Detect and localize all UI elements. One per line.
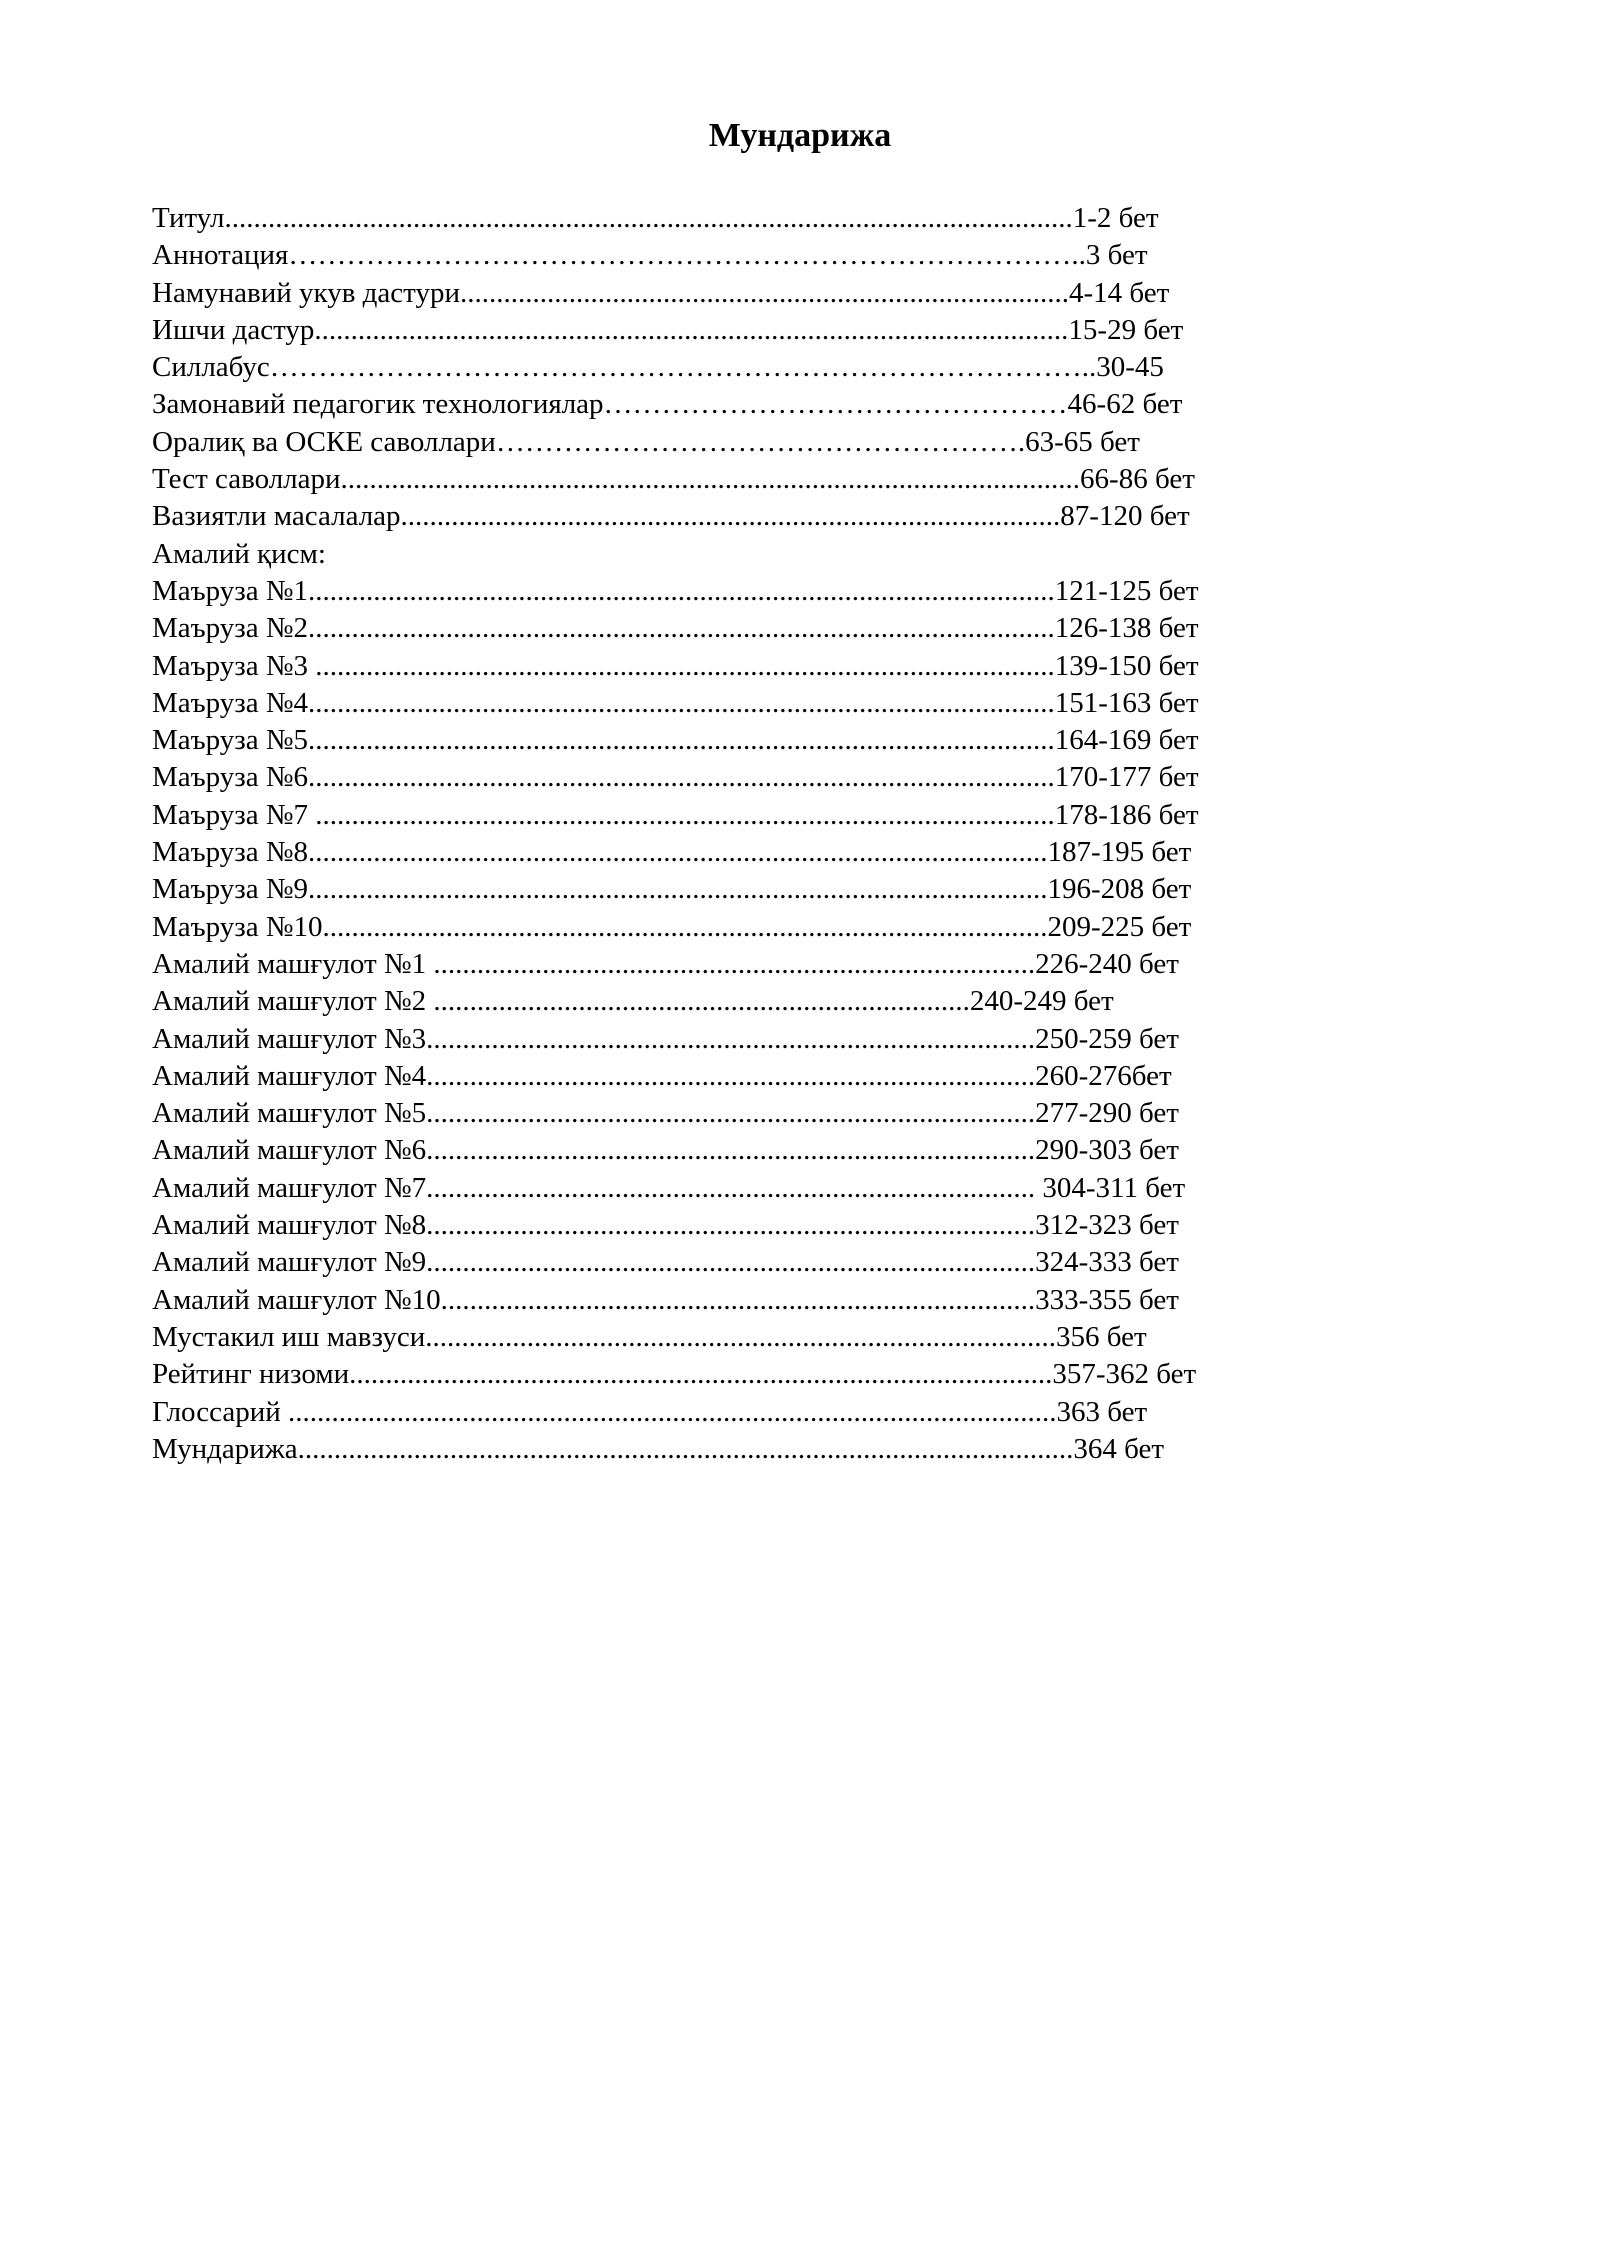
toc-entry: Амалий машғулот №4....................................................................................260-276бет [152,1059,1172,1092]
toc-entry: Амалий машғулот №5....................................................................................277-290 бет [152,1097,1179,1130]
toc-entry: Тест саволлари......................................................................................................66-86 бет [152,463,1195,496]
toc-entry: Титул.....................................................................................................................1-2 бет [152,202,1159,234]
toc-entry: Мундарижа...........................................................................................................364 бет [152,1432,1165,1465]
toc-entry: Вазиятли масалалар...........................................................................................87-120 бет [152,500,1190,533]
toc-entry: Маъруза №10....................................................................................................209-225 бет [152,910,1192,943]
toc-entry: Маъруза №5.......................................................................................................164-169 бет [152,724,1199,757]
table-of-contents [152,200,1372,1468]
toc-entry: Рейтинг низоми.................................................................................................357-362 бет [152,1358,1197,1391]
toc-entry: Амалий машғулот №9....................................................................................324-333 бет [152,1246,1179,1279]
toc-entry: Маъруза №6.......................................................................................................170-177 бет [152,761,1199,794]
toc-entry: Амалий машғулот №10..................................................................................333-355 бет [152,1283,1179,1316]
toc-entry: Маъруза №2.......................................................................................................126-138 бет [152,612,1199,645]
toc-entry: Амалий машғулот №6....................................................................................290-303 бет [152,1134,1179,1167]
toc-entry: Маъруза №4.......................................................................................................151-163 бет [152,686,1199,719]
toc-entry: Маъруза №3 ......................................................................................................139-150 бет [152,649,1199,682]
toc-entry: Маъруза №8......................................................................................................187-195 бет [152,836,1192,869]
toc-entry: Ишчи дастур........................................................................................................15-29 бет [152,313,1184,346]
toc-entry: Мустакил иш мавзуси.......................................................................................356 бет [152,1320,1147,1353]
toc-entry: Маъруза №1.......................................................................................................121-125 бет [152,574,1199,607]
toc-entry: Аннотация………………………………………………………………………..3 бет [152,239,1148,272]
toc-entry: Маъруза №9......................................................................................................196-208 бет [152,873,1192,906]
toc-entry: Амалий машғулот №8....................................................................................312-323 бет [152,1209,1179,1242]
toc-entry: Амалий машғулот №2 ..........................................................................240-249 бет [152,985,1114,1018]
toc-entry: Глоссарий ..........................................................................................................363 бет [152,1395,1148,1428]
toc-entry: Оралиқ ва ОСКЕ саволлари……………………………………………….63-65 бет [152,425,1140,458]
toc-entry: Амалий машғулот №3....................................................................................250-259 бет [152,1022,1179,1055]
toc-entry: Амалий қисм: [152,537,326,570]
toc-entry: Амалий машғулот №1 ...................................................................................226-240 бет [152,947,1179,980]
toc-entry: Замонавий педагогик технологиялар…………………………………………46-62 бет [152,388,1183,421]
toc-entry: Силлабус…………………………………………………………………………..30-45 [152,351,1164,384]
toc-entry: Амалий машғулот №7.................................................................................... 304-311 бет [152,1171,1186,1204]
page-title: Мундарижа [708,117,892,154]
toc-entry: Намунавий укув дастури....................................................................................4-14 бет [152,276,1170,309]
toc-entry: Маъруза №7 ......................................................................................................178-186 бет [152,798,1199,831]
